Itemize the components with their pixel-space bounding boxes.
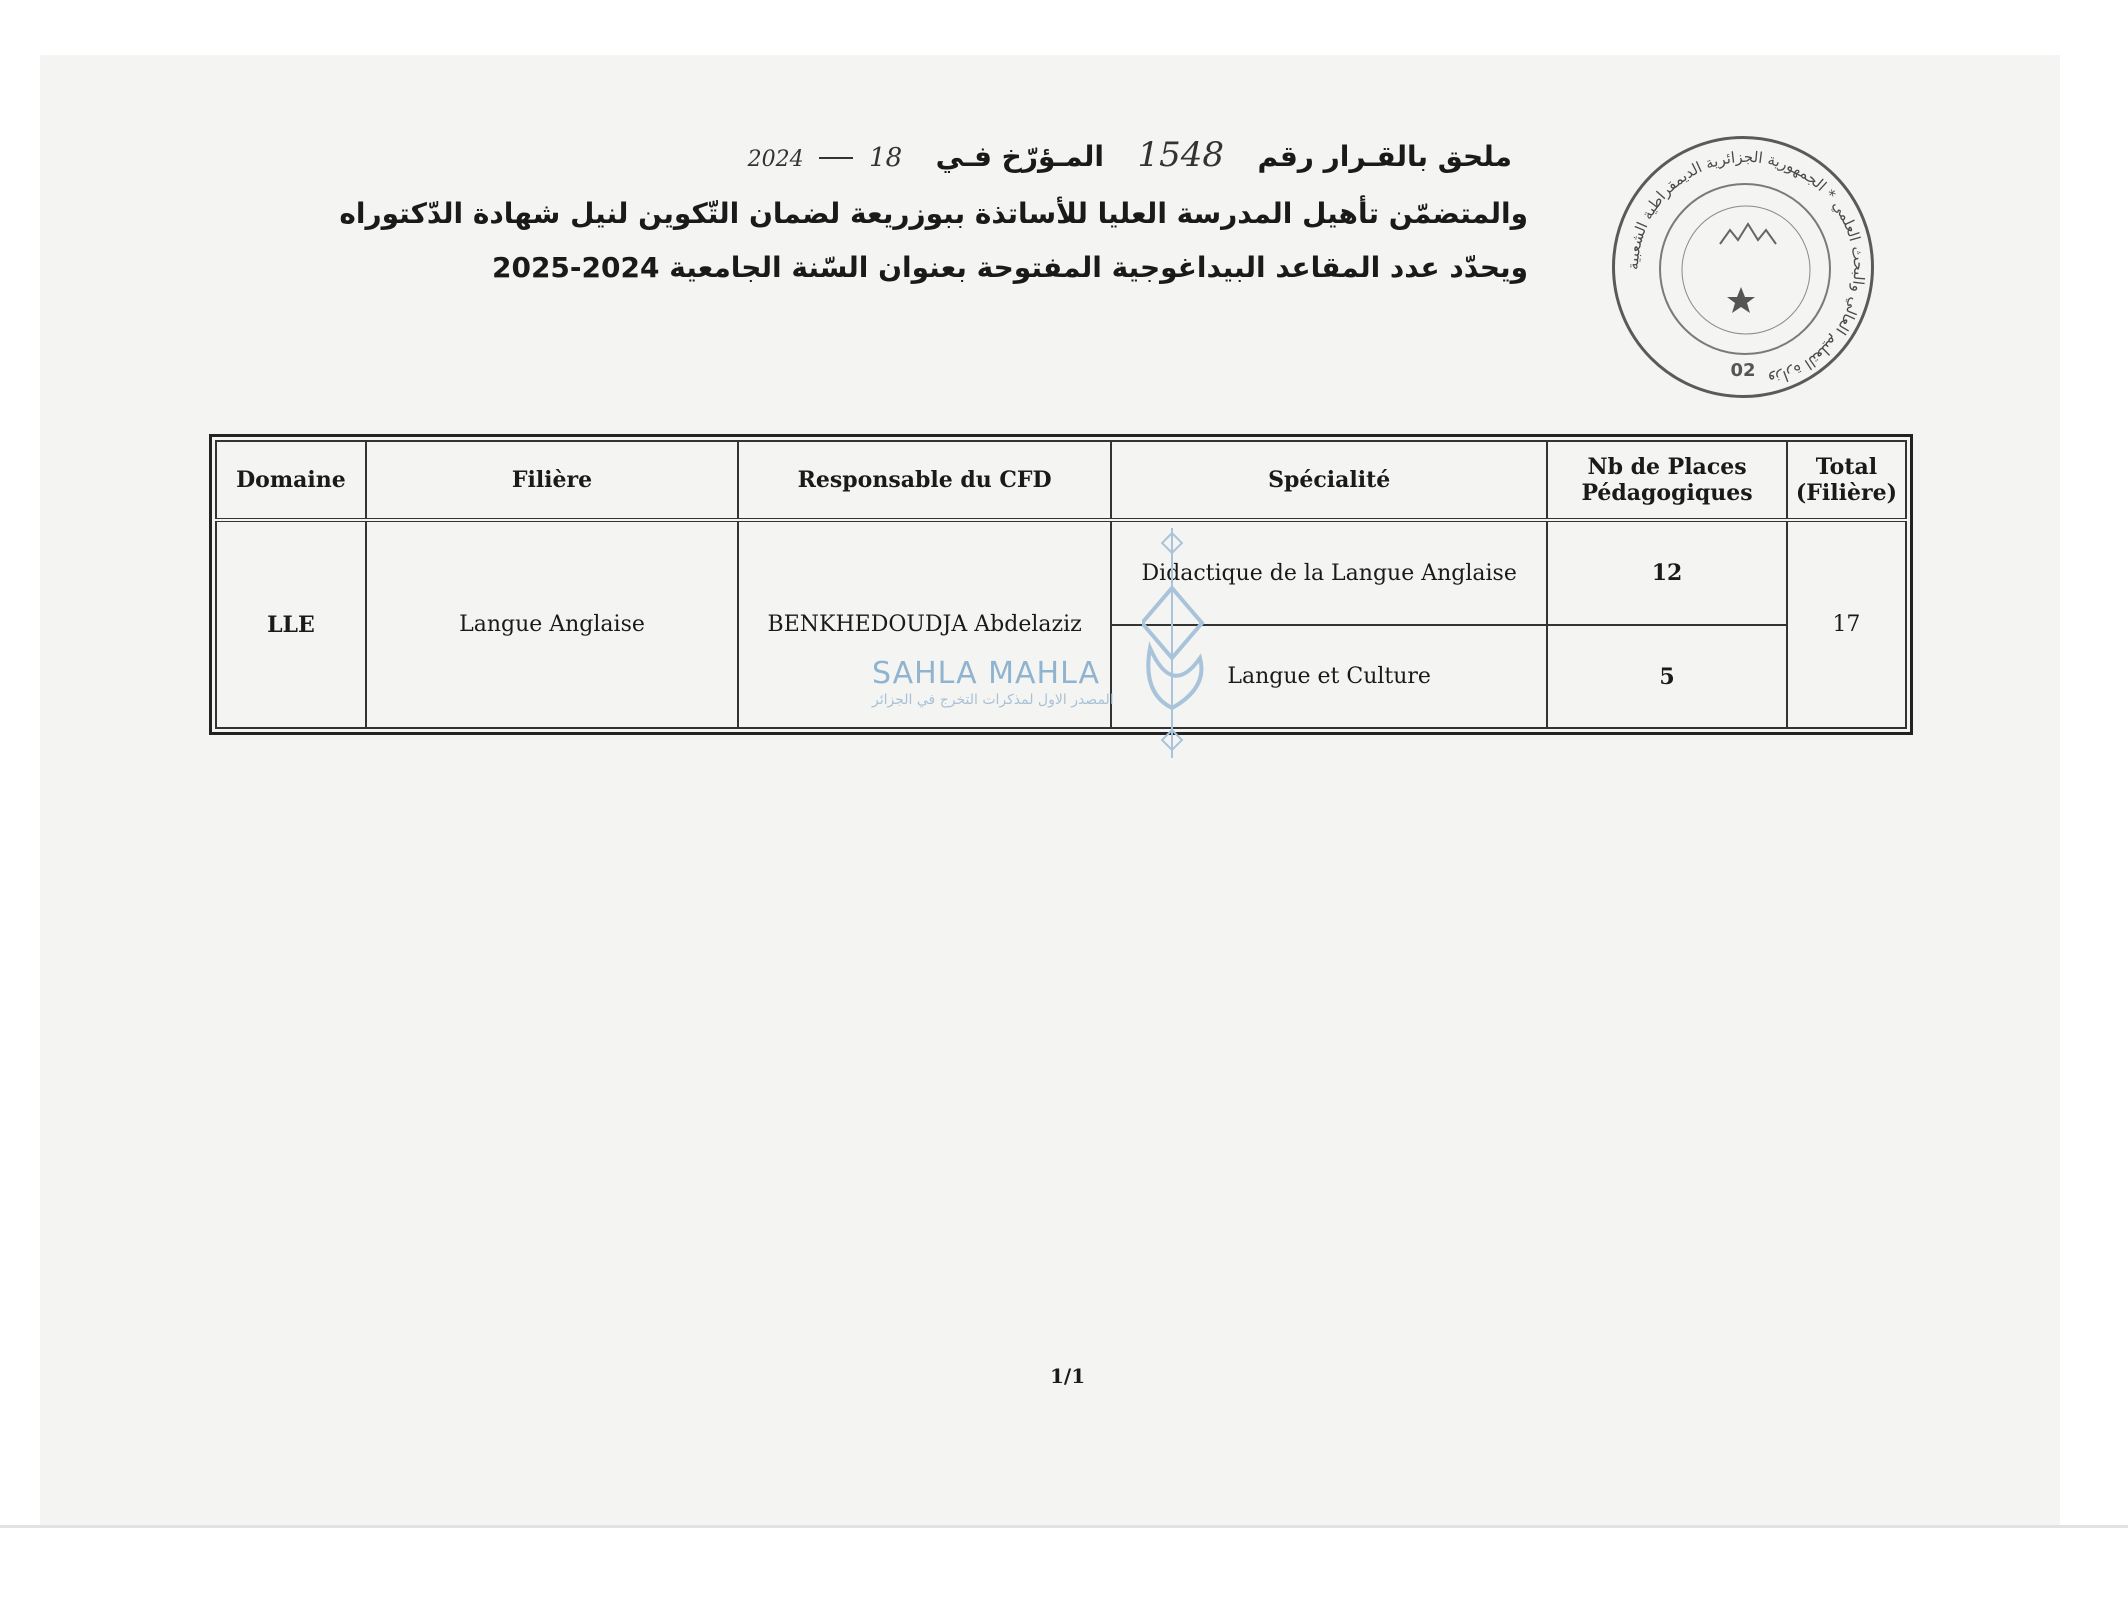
col-nb-places xyxy=(1547,441,1787,520)
cell-responsable: BENKHEDOUDJA Abdelaziz xyxy=(738,520,1111,728)
date-day: 18 xyxy=(869,143,903,173)
col-nb-places-line1: Nb de Places xyxy=(1587,454,1747,480)
annex-decree-label: ملحق بالقـرار رقم xyxy=(1257,140,1512,173)
seal-ring-label: وزارة التعليم العالي والبحث العلمي * الجمهورية الجزائرية الديمقراطية الشعبية xyxy=(1623,147,1869,390)
table-header-row xyxy=(216,441,1906,520)
col-specialite: Spécialité xyxy=(1111,441,1547,520)
dated-label: المـؤرّخ فـي xyxy=(935,140,1104,173)
page-edge xyxy=(0,1525,2128,1528)
document-header xyxy=(328,128,1528,295)
watermark-name: SAHLA MAHLA xyxy=(872,656,1101,691)
col-responsable: Responsable du CFD xyxy=(738,441,1111,520)
header-line-2: والمتضمّن تأهيل المدرسة العليا للأساتذة ببوزريعة لضمان التّكوين لنيل شهادة الدّكتوراه xyxy=(339,197,1528,230)
cell-places: 12 xyxy=(1547,520,1787,625)
cell-total: 17 xyxy=(1787,520,1906,728)
col-total xyxy=(1787,441,1906,520)
col-nb-places-line2: Pédagogiques xyxy=(1581,480,1753,506)
places-table xyxy=(215,440,1907,729)
watermark-tagline: المصدر الاول لمذكرات التخرج في الجزائر xyxy=(872,692,1114,708)
emblem-icon xyxy=(1675,199,1817,341)
official-seal xyxy=(1612,136,1874,398)
header-line-3: ويحدّد عدد المقاعد البيداغوجية المفتوحة بعنوان السّنة الجامعية 2024-2025 xyxy=(491,251,1528,284)
col-total-line1: Total xyxy=(1815,454,1878,480)
decree-number: 1548 xyxy=(1137,135,1224,175)
cell-filiere: Langue Anglaise xyxy=(366,520,738,728)
page-number: 1/1 xyxy=(1050,1364,1086,1388)
col-total-line2: (Filière) xyxy=(1795,480,1897,506)
cell-places: 5 xyxy=(1547,625,1787,728)
cell-specialite: Langue et Culture xyxy=(1111,625,1547,728)
cell-domaine: LLE xyxy=(216,520,366,728)
col-filiere: Filière xyxy=(366,441,738,520)
table-row xyxy=(216,520,1906,625)
seal-code: 02 xyxy=(1730,360,1756,381)
cell-specialite: Didactique de la Langue Anglaise xyxy=(1111,520,1547,625)
col-domaine: Domaine xyxy=(216,441,366,520)
date-year: 2024 xyxy=(747,147,804,172)
places-table-frame xyxy=(209,434,1913,735)
header-line-1 xyxy=(328,128,1528,187)
